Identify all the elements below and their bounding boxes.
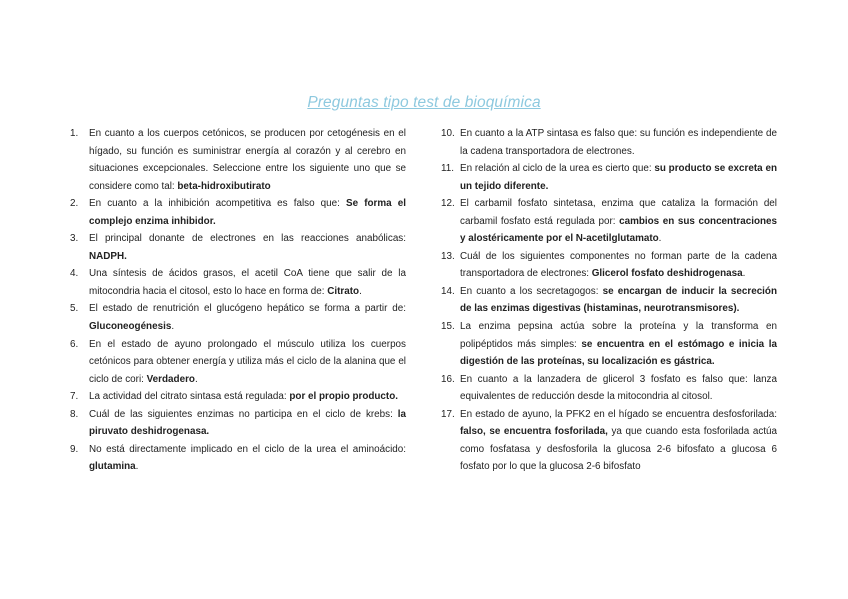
question-item <box>70 300 406 335</box>
question-list-right <box>441 125 777 476</box>
question-item <box>441 195 777 248</box>
question-text: La actividad del citrato sintasa está regulada: <box>89 391 290 403</box>
answer-text: Glicerol fosfato deshidrogenasa <box>591 268 743 280</box>
question-text: El estado de renutrición el glucógeno hepático se forma a partir de: <box>89 303 406 315</box>
question-text: En estado de ayuno, la PFK2 en el hígado se encuentra desfosforilada: <box>460 408 777 420</box>
question-text: En relación al ciclo de la urea es cierto que: <box>460 163 655 175</box>
answer-text: Verdadero <box>146 373 195 385</box>
answer-text: cambios en sus concentraciones y alostéricamente por el N-acetilglutamato <box>460 215 777 245</box>
answer-text: se encuentra en el estómago e inicia la digestión de las proteínas, su localización es gástrica. <box>460 338 777 368</box>
answer-text: Se forma el complejo enzima inhibidor. <box>89 198 406 227</box>
question-text: El principal donante de electrones en las reacciones anabólicas: <box>89 233 406 245</box>
after-answer-text: . <box>742 268 746 280</box>
question-item <box>70 336 406 389</box>
after-answer-text: . <box>135 461 139 473</box>
after-answer-text: . <box>194 373 198 385</box>
question-item <box>441 125 777 160</box>
answer-text: la piruvato deshidrogenasa. <box>89 408 406 438</box>
question-list-left <box>70 125 406 476</box>
answer-text: falso, se encuentra fosforilada, <box>460 426 608 438</box>
after-answer-text: . <box>171 321 175 333</box>
question-number: 10. <box>441 128 455 139</box>
question-text: Cuál de los siguientes componentes no forman parte de la cadena transportadora de electrones: <box>460 250 777 280</box>
after-answer-text: ya que cuando esta fosforilada actúa como fosfatasa y desfosforila la glucosa 2-6 bifosfato a glucosa 6 fosfato por lo que la glucosa 2-6 bifosfato <box>460 426 777 473</box>
question-item <box>70 230 406 265</box>
question-text: En cuanto a los secretagogos: <box>460 285 603 297</box>
answer-text: Gluconeogénesis <box>89 321 172 333</box>
question-number: 5. <box>70 303 79 315</box>
question-number: 15. <box>441 321 455 333</box>
question-number: 12. <box>441 198 455 210</box>
after-answer-text: . <box>359 285 362 297</box>
after-answer-text: . <box>658 233 662 245</box>
question-text: En cuanto a la ATP sintasa es falso que: su función es independiente de la cadena transportadora de electrones. <box>460 128 777 157</box>
question-number: 8. <box>70 408 79 420</box>
question-item <box>441 160 777 195</box>
answer-text: por el propio producto. <box>289 391 398 403</box>
answer-text: se encargan de inducir la secreción de las enzimas digestivas (histaminas, neurotransmisores). <box>460 285 777 315</box>
question-item <box>70 195 406 230</box>
question-item <box>441 406 777 476</box>
document-title: Preguntas tipo test de bioquímica <box>307 94 541 111</box>
question-text: En el estado de ayuno prolongado el músculo utiliza los cuerpos cetónicos para obtener energía y utiliza más el ciclo de la alanina que el ciclo de cori: <box>89 338 406 385</box>
answer-text: NADPH. <box>89 250 127 262</box>
question-number: 7. <box>70 391 79 403</box>
question-text: En cuanto a la lanzadera de glicerol 3 fosfato es falso que: lanza equivalentes de reducción desde la mitocondria al citosol. <box>460 373 777 403</box>
question-number: 6. <box>70 338 79 350</box>
question-number: 11. <box>441 163 454 175</box>
question-item <box>70 388 406 406</box>
question-item <box>441 248 777 283</box>
question-number: 1. <box>70 128 79 139</box>
question-item <box>70 125 406 195</box>
question-number: 17. <box>441 408 455 420</box>
question-number: 2. <box>70 198 79 210</box>
answer-text: su producto se excreta en un tejido diferente. <box>460 163 777 192</box>
question-number: 13. <box>441 250 455 262</box>
question-number: 16. <box>441 373 455 385</box>
question-item <box>441 283 777 318</box>
answer-text: Citrato <box>327 285 360 297</box>
answer-text: beta-hidroxibutirato <box>177 180 271 192</box>
question-text: Cuál de las siguientes enzimas no participa en el ciclo de krebs: <box>89 408 398 420</box>
question-text: No está directamente implicado en el ciclo de la urea el aminoácido: <box>89 443 406 455</box>
answer-text: glutamina <box>89 461 136 473</box>
question-item <box>441 318 777 371</box>
question-item <box>441 371 777 406</box>
question-number: 9. <box>70 443 79 455</box>
question-number: 4. <box>70 268 79 280</box>
question-text: El carbamil fosfato sintetasa, enzima que cataliza la formación del carbamil fosfato está regulada por: <box>460 198 777 227</box>
question-item <box>70 441 406 476</box>
question-text: Una síntesis de ácidos grasos, el acetil CoA tiene que salir de la mitocondria hacia el citosol, esto lo hace en forma de: <box>89 268 406 297</box>
question-number: 3. <box>70 233 79 245</box>
question-text: La enzima pepsina actúa sobre la proteína y la transforma en polipéptidos más simples: <box>460 321 777 350</box>
question-item <box>70 265 406 300</box>
question-text: En cuanto a los cuerpos cetónicos, se producen por cetogénesis en el hígado, su función es suministrar energía al corazón y al cerebro en situaciones excepcionales. Seleccione entre los siguiente uno que se considere como tal: <box>89 128 406 192</box>
question-text: En cuanto a la inhibición acompetitiva es falso que: <box>89 198 347 210</box>
question-item <box>70 406 406 441</box>
question-number: 14. <box>441 285 455 297</box>
